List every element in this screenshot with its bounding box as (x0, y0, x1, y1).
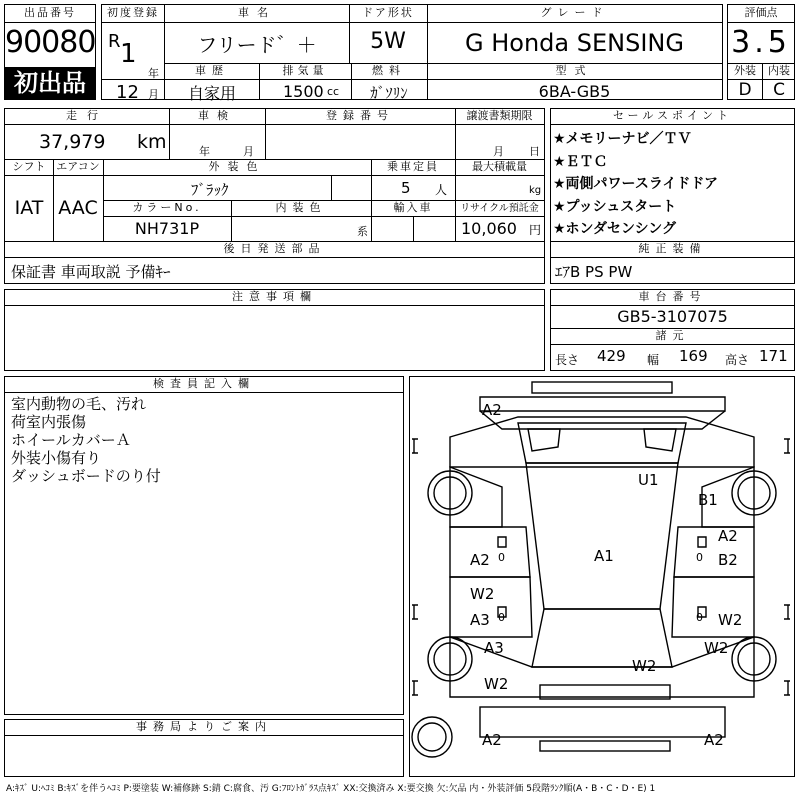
standard-equipment: ｴｱB PS PW (555, 263, 633, 281)
office-notice-label: 事務局よりご案内 (136, 720, 272, 733)
mark-front-door-right: A2 (718, 527, 738, 545)
length-label: 長さ (555, 353, 580, 367)
max-load-unit: kg (529, 185, 542, 196)
svg-text:0: 0 (696, 551, 703, 564)
sales-point: ★両側パワースライドドア (553, 176, 719, 192)
displacement-unit: cc (327, 85, 340, 98)
capacity-unit: 人 (435, 183, 448, 197)
color-number-label: カラーNo. (132, 201, 202, 214)
model-code: 6BA-GB5 (538, 82, 611, 101)
first-registration-box (101, 4, 165, 103)
height-value: 171 (759, 347, 788, 365)
mark-rear-left: A2 (482, 731, 502, 749)
mark-rear-quarter-right: W2 (704, 639, 729, 657)
mark-roof: U1 (638, 471, 659, 489)
car-name: フリード゛＋ (197, 33, 317, 57)
car-name-label: 車名 (238, 6, 276, 19)
mark-rear-right: A2 (704, 731, 724, 749)
mark-front-left: A2 (482, 401, 502, 419)
car-outline-diagram (410, 377, 793, 775)
recycle-unit: 円 (529, 223, 542, 237)
sales-points-list (553, 128, 794, 241)
mileage: 37,979 (39, 131, 106, 153)
standard-equipment-label: 純正装備 (638, 242, 707, 255)
shift-label: シフト (12, 160, 46, 173)
year-unit: 年 (148, 67, 159, 80)
chassis-box (550, 289, 795, 371)
mark-rear-quarter-left-2: W2 (484, 675, 509, 693)
first-reg-month: 12 (116, 82, 139, 103)
aircon-label: エアコン (56, 160, 100, 173)
first-listing-badge: 初出品 (5, 67, 95, 99)
door-type: 5W (370, 29, 406, 54)
score-value: 3.5 (731, 25, 791, 60)
notes-box (4, 289, 545, 371)
later-parts: 保証書 車両取説 予備ｷｰ (11, 263, 171, 281)
inspector-notes-box (4, 376, 404, 715)
vehicle-history: 自家用 (187, 84, 236, 103)
fuel-label: 燃料 (372, 64, 406, 77)
recycle-deposit: 10,060 (461, 219, 517, 238)
exterior-grade-label: 外装 (734, 64, 756, 77)
exterior-color-label: 外装色 (208, 160, 266, 173)
capacity-label: 乗車定員 (387, 160, 439, 173)
inspector-notes-label: 検査員記入欄 (153, 377, 255, 390)
inspector-notes-list (11, 395, 161, 485)
width-value: 169 (679, 347, 708, 365)
mark-trunk: W2 (632, 657, 657, 675)
first-reg-year: 1 (120, 39, 137, 69)
inspection-year-unit: 年 (199, 145, 210, 158)
svg-text:0: 0 (498, 611, 505, 624)
inspector-note: ダッシュボードのり付 (11, 467, 161, 485)
sales-points-box (550, 108, 795, 242)
later-parts-label: 後日発送部品 (223, 242, 326, 255)
capacity: 5 (401, 179, 411, 197)
lot-number: 90080 (5, 25, 96, 60)
vehicle-header-box (165, 4, 723, 103)
specs-label: 諸元 (655, 329, 690, 342)
sales-point: ★ホンダセンシング (553, 221, 677, 237)
inspection-month-unit: 月 (243, 145, 254, 158)
damage-legend: A:ｷｽﾞ U:ﾍｺﾐ B:ｷｽﾞを伴うﾍｺﾐ P:要塗装 W:補修跡 S:錆 C:腐食、汚 G:ﾌﾛﾝﾄｶﾞﾗｽ点ｷｽﾞ XX:交換済み X:要交換 欠:欠品 内・外装評価 5段階ﾗﾝｸ順(A・B・C・D・E) 1 (6, 784, 656, 794)
first-registration-label: 初度登録 (107, 6, 159, 19)
damage-diagram (409, 376, 795, 777)
inspection-label: 車検 (198, 109, 236, 122)
displacement-label: 排気量 (282, 64, 328, 77)
shift: IAT (14, 197, 44, 219)
mark-front-door-left: A2 (470, 551, 490, 569)
interior-grade-label: 内装 (768, 64, 790, 77)
mark-sill-right: W2 (718, 611, 743, 629)
later-parts-box (4, 241, 545, 284)
sales-points-label: セールスポイント (612, 109, 732, 122)
mark-front-door-right-2: B2 (718, 551, 738, 569)
mark-rear-quarter-left: A3 (484, 639, 504, 657)
inspector-note: 室内動物の毛、汚れ (11, 395, 147, 413)
mark-sill-left: W2 (470, 585, 495, 603)
length-value: 429 (597, 347, 626, 365)
exterior-color: ﾌﾞﾗｯｸ (191, 181, 229, 199)
lot-number-box (4, 4, 96, 100)
transfer-day-unit: 日 (529, 145, 540, 158)
sales-point: ★ＥＴＣ (553, 153, 608, 170)
svg-text:0: 0 (696, 611, 703, 624)
grade-label: グレード (540, 6, 609, 19)
era: R (108, 31, 121, 52)
inspector-note: 外装小傷有り (11, 449, 102, 467)
aircon: AAC (58, 197, 98, 219)
displacement: 1500 (283, 82, 324, 101)
mark-roof-center: A1 (594, 547, 614, 565)
inspector-note: ホイールカバーＡ (11, 431, 131, 449)
score-label: 評価点 (744, 6, 778, 19)
score-box (727, 4, 795, 100)
import-label: 輸入車 (393, 201, 433, 214)
door-label: ドア形状 (362, 6, 414, 19)
month-unit: 月 (148, 88, 159, 101)
svg-text:0: 0 (498, 551, 505, 564)
office-notice-box (4, 719, 404, 777)
history-label: 車歴 (195, 64, 229, 77)
recycle-label: リサイクル預託金 (460, 203, 539, 214)
grade: G Honda SENSING (465, 29, 684, 57)
exterior-grade: D (738, 80, 752, 100)
interior-color-label: 内装色 (275, 201, 327, 214)
height-label: 高さ (725, 353, 750, 367)
chassis-number-label: 車台番号 (638, 290, 707, 303)
interior-color-unit: 系 (357, 225, 368, 238)
mileage-label: 走行 (66, 109, 108, 122)
transfer-month-unit: 月 (493, 145, 504, 158)
details-box (4, 108, 545, 242)
width-label: 幅 (647, 353, 660, 367)
model-label: 型式 (555, 64, 594, 77)
sales-point: ★メモリーナビ／ＴＶ (553, 131, 692, 147)
mark-hood-right: B1 (698, 491, 718, 509)
fuel: ｶﾞｿﾘﾝ (370, 84, 408, 102)
mileage-unit: km (137, 131, 167, 153)
inspector-note: 荷室内張傷 (11, 413, 87, 431)
interior-grade: C (773, 80, 785, 100)
max-load-label: 最大積載量 (472, 160, 527, 173)
notes-label: 注意事項欄 (232, 290, 317, 303)
lot-number-label: 出品番号 (24, 6, 76, 19)
standard-equipment-box (550, 241, 795, 284)
mark-rear-door-left: A3 (470, 611, 490, 629)
sales-point: ★プッシュスタート (553, 198, 677, 215)
color-number: NH731P (134, 219, 200, 238)
transfer-deadline-label: 譲渡書類期限 (466, 109, 533, 122)
registration-number-label: 登録番号 (326, 109, 394, 122)
chassis-number: GB5-3107075 (617, 307, 728, 326)
